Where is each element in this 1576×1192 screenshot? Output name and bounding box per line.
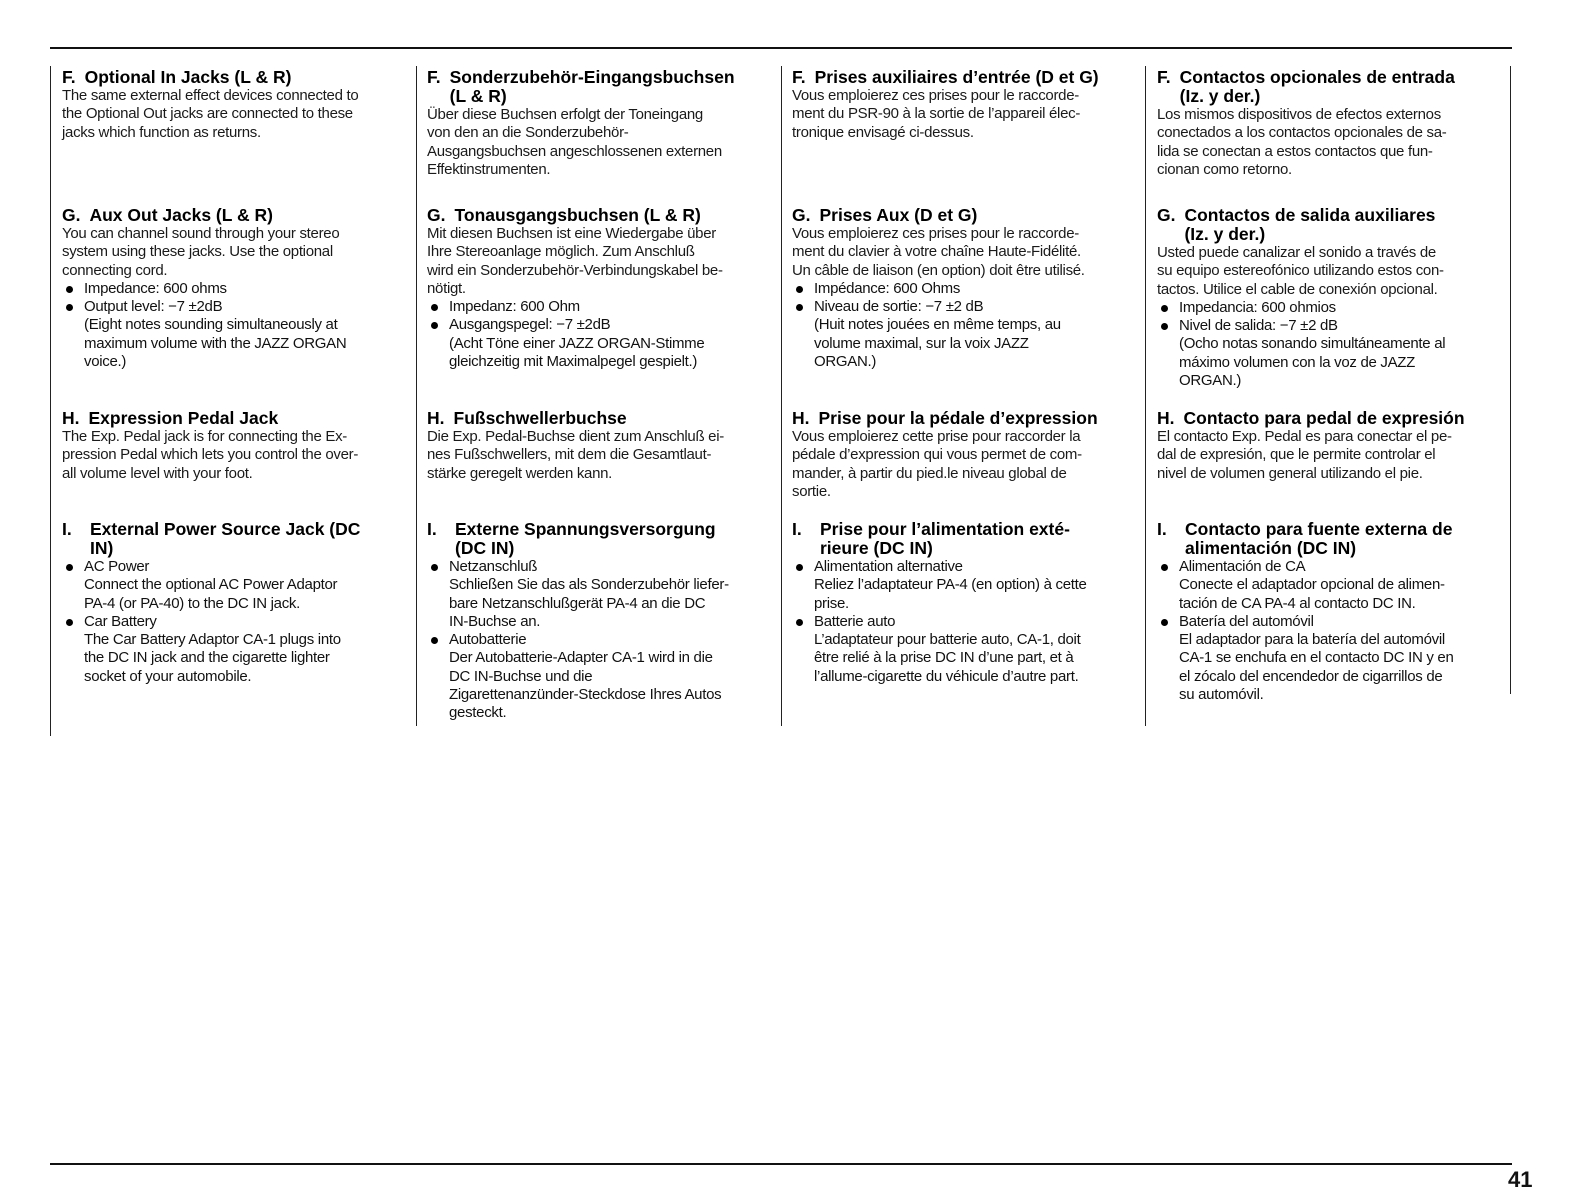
bullet-line: PA-4 (or PA-40) to the DC IN jack. xyxy=(84,594,300,612)
section-h xyxy=(792,409,1142,501)
bullet-item xyxy=(792,613,1142,686)
bullet-item xyxy=(792,298,1142,371)
section-title-line: (Iz. y der.) xyxy=(1179,86,1261,106)
bullet-line: Schließen Sie das als Sonderzubehör liefer- xyxy=(449,576,729,594)
bullet-list xyxy=(792,558,1142,686)
body-line: Un câble de liaison (en option) doit être utilisé. xyxy=(792,261,1085,279)
bullet-item xyxy=(427,316,777,371)
bullet-label: Nivel de salida: −7 ±2 dB xyxy=(1179,317,1338,335)
body-line: El contacto Exp. Pedal es para conectar el pe- xyxy=(1157,428,1452,445)
section-title-line: (L & R) xyxy=(449,86,507,106)
bullet-item xyxy=(792,280,1142,298)
bullet-item xyxy=(62,613,412,686)
section-heading xyxy=(62,68,412,87)
bullet-dot xyxy=(796,304,803,311)
section-heading xyxy=(1157,409,1507,428)
bullet-dot xyxy=(796,286,803,293)
section-f xyxy=(62,68,412,142)
bullet-dot xyxy=(66,286,73,293)
bullet-label: Impedance: 600 ohms xyxy=(84,279,227,297)
body-line: tronique envisagé ci-dessus. xyxy=(792,123,974,141)
body-line: stärke geregelt werden kann. xyxy=(427,464,613,482)
bullet-line: gesteckt. xyxy=(449,704,507,722)
section-title xyxy=(455,520,777,558)
body-line: You can channel sound through your stereo xyxy=(62,225,340,242)
section-title: Prises auxiliaires d’entrée (D et G) xyxy=(814,67,1099,87)
section-g xyxy=(427,206,777,371)
bullet-list xyxy=(62,558,412,686)
bullet-line: (Eight notes sounding simultaneously at xyxy=(84,316,338,334)
section-title: Contacto para pedal de expresión xyxy=(1183,408,1465,428)
body-line: connecting cord. xyxy=(62,261,168,279)
body-line: The same external effect devices connected to xyxy=(62,87,359,104)
bullet-label: Impédance: 600 Ohms xyxy=(814,279,961,297)
section-title: Optional In Jacks (L & R) xyxy=(84,67,292,87)
section-body xyxy=(792,225,1142,280)
bullet-label: Autobatterie xyxy=(449,631,527,649)
bottom-rule xyxy=(50,1163,1512,1165)
section-body xyxy=(427,225,777,298)
bullet-line: CA-1 se enchufa en el contacto DC IN y en xyxy=(1179,649,1454,667)
section-heading xyxy=(792,520,1142,558)
bullet-label: Netzanschluß xyxy=(449,558,538,575)
bullet-list xyxy=(792,280,1142,371)
section-body xyxy=(792,428,1142,501)
body-line: The Exp. Pedal jack is for connecting the Ex- xyxy=(62,428,347,445)
section-letter: H. xyxy=(792,408,810,428)
section-letter: H. xyxy=(427,408,445,428)
section-letter: I. xyxy=(62,519,72,539)
section-letter: F. xyxy=(1157,67,1171,87)
section-letter: F. xyxy=(62,67,76,87)
bullet-label: Alimentación de CA xyxy=(1179,558,1306,575)
body-line: all volume level with your foot. xyxy=(62,464,253,482)
section-title-line: External Power Source Jack (DC xyxy=(90,519,361,539)
bullet-line: l’allume-cigarette du véhicule d’autre part. xyxy=(814,667,1079,685)
bullet-list xyxy=(62,280,412,371)
section-title xyxy=(450,68,777,106)
bullet-line: (Ocho notas sonando simultáneamente al xyxy=(1179,335,1446,353)
bullet-line: El adaptador para la batería del automóvil xyxy=(1179,631,1445,649)
section-heading xyxy=(792,409,1142,428)
body-line: mander, à partir du pied.le niveau global de xyxy=(792,464,1067,482)
top-rule xyxy=(50,47,1512,49)
body-line: su equipo estereofónico utilizando estos con- xyxy=(1157,262,1444,280)
bullet-dot xyxy=(66,304,73,311)
section-letter: G. xyxy=(62,205,81,225)
bullet-list xyxy=(427,298,777,371)
body-line: Usted puede canalizar el sonido a través de xyxy=(1157,244,1436,261)
section-heading xyxy=(62,409,412,428)
section-g xyxy=(1157,206,1507,390)
section-title: Expression Pedal Jack xyxy=(88,408,279,428)
section-body xyxy=(427,106,777,179)
body-line: Vous emploierez ces prises pour le raccorde- xyxy=(792,225,1079,242)
bullet-label: Batería del automóvil xyxy=(1179,612,1314,630)
bullet-dot xyxy=(431,304,438,311)
section-i xyxy=(1157,520,1507,704)
body-line: Los mismos dispositivos de efectos externos xyxy=(1157,106,1441,123)
bullet-item xyxy=(1157,317,1507,390)
section-title-line: (Iz. y der.) xyxy=(1184,224,1266,244)
bullet-line: the DC IN jack and the cigarette lighter xyxy=(84,649,330,667)
bullet-label: Output level: −7 ±2dB xyxy=(84,298,223,316)
bullet-item xyxy=(1157,613,1507,704)
body-line: wird ein Sonderzubehör-Verbindungskabel be- xyxy=(427,261,723,279)
bullet-line: máximo volumen con la voz de JAZZ xyxy=(1179,353,1416,371)
section-letter: H. xyxy=(62,408,80,428)
bullet-line: socket of your automobile. xyxy=(84,667,252,685)
bullet-item xyxy=(792,558,1142,613)
section-body xyxy=(62,225,412,280)
bullet-label: AC Power xyxy=(84,558,150,575)
section-h xyxy=(1157,409,1507,483)
section-heading xyxy=(62,206,412,225)
section-letter: I. xyxy=(792,519,802,539)
body-line: nes Fußschwellers, mit dem die Gesamtlaut- xyxy=(427,446,712,464)
section-letter: I. xyxy=(427,519,437,539)
section-h xyxy=(427,409,777,483)
bullet-item xyxy=(427,298,777,316)
section-title-line: Prise pour l’alimentation exté- xyxy=(820,519,1070,539)
section-h xyxy=(62,409,412,483)
body-line: dal de expresión, que le permite controlar el xyxy=(1157,446,1436,464)
bullet-label: Niveau de sortie: −7 ±2 dB xyxy=(814,298,984,316)
bullet-line: Conecte el adaptador opcional de alimen- xyxy=(1179,576,1445,594)
bullet-item xyxy=(1157,299,1507,317)
section-body xyxy=(62,428,412,483)
section-title xyxy=(1185,520,1507,558)
section-title-line: (DC IN) xyxy=(455,538,515,558)
section-title xyxy=(820,520,1142,558)
bullet-label: Impedancia: 600 ohmios xyxy=(1179,298,1336,316)
bullet-line: tación de CA PA-4 al contacto DC IN. xyxy=(1179,594,1416,612)
bullet-dot xyxy=(431,564,438,571)
body-line: cionan como retorno. xyxy=(1157,160,1292,178)
bullet-line: DC IN-Buchse und die xyxy=(449,667,593,685)
section-f xyxy=(1157,68,1507,179)
bullet-line: Der Autobatterie-Adapter CA-1 wird in die xyxy=(449,649,713,667)
bullet-line: L’adaptateur pour batterie auto, CA-1, doit xyxy=(814,631,1081,649)
body-line: jacks which function as returns. xyxy=(62,123,261,141)
bullet-label: Impedanz: 600 Ohm xyxy=(449,298,580,316)
body-line: Vous emploierez ces prises pour le raccorde- xyxy=(792,87,1079,104)
section-i xyxy=(792,520,1142,686)
body-line: Die Exp. Pedal-Buchse dient zum Anschluß ei- xyxy=(427,428,724,445)
section-letter: H. xyxy=(1157,408,1175,428)
body-line: ment du PSR-90 à la sortie de l’appareil élec- xyxy=(792,105,1081,123)
bullet-line: être relié à la prise DC IN d’une part, et à xyxy=(814,649,1074,667)
body-line: Effektinstrumenten. xyxy=(427,160,551,178)
bullet-line: Zigarettenanzünder-Steckdose Ihres Autos xyxy=(449,686,722,704)
section-f xyxy=(792,68,1142,142)
body-line: Vous emploierez cette prise pour raccorder la xyxy=(792,428,1081,445)
section-body xyxy=(62,87,412,142)
section-body xyxy=(1157,244,1507,299)
body-line: Mit diesen Buchsen ist eine Wiedergabe über xyxy=(427,225,716,242)
bullet-line: bare Netzanschlußgerät PA-4 an die DC xyxy=(449,594,706,612)
section-letter: F. xyxy=(792,67,806,87)
section-heading xyxy=(1157,206,1507,244)
body-line: Über diese Buchsen erfolgt der Toneingang xyxy=(427,106,703,123)
section-title: Fußschwellerbuchse xyxy=(453,408,627,428)
page-number: 41 xyxy=(1508,1167,1533,1192)
body-line: von den an die Sonderzubehör- xyxy=(427,124,629,142)
section-title: Prises Aux (D et G) xyxy=(819,205,978,225)
column-divider xyxy=(781,66,782,726)
body-line: sortie. xyxy=(792,482,831,500)
bullet-line: Reliez l’adaptateur PA-4 (en option) à cette xyxy=(814,576,1087,594)
bullet-line: volume maximal, sur la voix JAZZ xyxy=(814,334,1029,352)
bullet-label: Ausgangspegel: −7 ±2dB xyxy=(449,316,611,334)
bullet-label: Alimentation alternative xyxy=(814,558,963,575)
section-title-line: Contactos opcionales de entrada xyxy=(1179,67,1455,87)
section-title xyxy=(1184,206,1507,244)
bullet-dot xyxy=(1161,323,1168,330)
section-title: Tonausgangsbuchsen (L & R) xyxy=(454,205,701,225)
body-line: Ihre Stereoanlage möglich. Zum Anschluß xyxy=(427,243,695,261)
section-heading xyxy=(427,520,777,558)
bullet-item xyxy=(62,298,412,371)
bullet-line: su automóvil. xyxy=(1179,686,1264,704)
body-line: tactos. Utilice el cable de conexión opcional. xyxy=(1157,280,1438,298)
section-i xyxy=(62,520,412,686)
section-letter: F. xyxy=(427,67,441,87)
bullet-label: Car Battery xyxy=(84,612,157,630)
bullet-line: (Acht Töne einer JAZZ ORGAN-Stimme xyxy=(449,334,705,352)
section-title xyxy=(90,520,412,558)
bullet-list xyxy=(427,558,777,723)
section-heading xyxy=(1157,520,1507,558)
column-divider xyxy=(1510,66,1511,694)
section-letter: G. xyxy=(792,205,811,225)
bullet-line: maximum volume with the JAZZ ORGAN xyxy=(84,334,347,352)
bullet-item xyxy=(62,558,412,613)
column-divider xyxy=(50,66,51,736)
bullet-dot xyxy=(1161,305,1168,312)
body-line: ment du clavier à votre chaîne Haute-Fidélité. xyxy=(792,243,1081,261)
section-letter: I. xyxy=(1157,519,1167,539)
bullet-dot xyxy=(1161,564,1168,571)
body-line: nötigt. xyxy=(427,279,466,297)
bullet-item xyxy=(62,280,412,298)
section-i xyxy=(427,520,777,723)
bullet-line: ORGAN.) xyxy=(814,353,877,371)
bullet-dot xyxy=(431,322,438,329)
section-title-line: Contacto para fuente externa de xyxy=(1185,519,1453,539)
bullet-line: Connect the optional AC Power Adaptor xyxy=(84,576,338,594)
bullet-dot xyxy=(431,637,438,644)
body-line: system using these jacks. Use the optional xyxy=(62,243,333,261)
section-title-line: Externe Spannungsversorgung xyxy=(455,519,716,539)
bullet-line: el zócalo del encendedor de cigarrillos de xyxy=(1179,667,1443,685)
section-title xyxy=(1180,68,1507,106)
section-body xyxy=(1157,106,1507,179)
section-f xyxy=(427,68,777,179)
bullet-dot xyxy=(796,564,803,571)
section-heading xyxy=(792,206,1142,225)
body-line: Ausgangsbuchsen angeschlossenen externen xyxy=(427,142,722,160)
body-line: nivel de volumen general utilizando el pie. xyxy=(1157,464,1423,482)
bullet-line: (Huit notes jouées en même temps, au xyxy=(814,316,1061,334)
bullet-line: ORGAN.) xyxy=(1179,372,1242,390)
body-line: conectados a los contactos opcionales de sa- xyxy=(1157,124,1447,142)
section-title: Prise pour la pédale d’expression xyxy=(818,408,1098,428)
body-line: pédale d’expression qui vous permet de com- xyxy=(792,446,1082,464)
bullet-item xyxy=(427,558,777,631)
section-heading xyxy=(427,68,777,106)
bullet-label: Batterie auto xyxy=(814,612,896,630)
column-divider xyxy=(416,66,417,726)
bullet-dot xyxy=(796,619,803,626)
section-title-line: IN) xyxy=(90,538,114,558)
section-g xyxy=(62,206,412,371)
section-body xyxy=(427,428,777,483)
bullet-line: gleichzeitig mit Maximalpegel gespielt.) xyxy=(449,353,698,371)
section-heading xyxy=(62,520,412,558)
bullet-list xyxy=(1157,299,1507,390)
section-title: Aux Out Jacks (L & R) xyxy=(89,205,273,225)
section-heading xyxy=(427,206,777,225)
section-body xyxy=(1157,428,1507,483)
section-body xyxy=(792,87,1142,142)
section-letter: G. xyxy=(1157,205,1176,225)
column-divider xyxy=(1145,66,1146,726)
section-g xyxy=(792,206,1142,371)
bullet-list xyxy=(1157,558,1507,704)
bullet-line: voice.) xyxy=(84,353,127,371)
section-title-line: Contactos de salida auxiliares xyxy=(1184,205,1436,225)
bullet-dot xyxy=(66,619,73,626)
section-title-line: Sonderzubehör-Eingangsbuchsen xyxy=(449,67,735,87)
section-title-line: alimentación (DC IN) xyxy=(1185,538,1357,558)
bullet-line: prise. xyxy=(814,594,849,612)
section-letter: G. xyxy=(427,205,446,225)
section-heading xyxy=(1157,68,1507,106)
bullet-dot xyxy=(66,564,73,571)
bullet-item xyxy=(427,631,777,722)
section-title-line: rieure (DC IN) xyxy=(820,538,933,558)
section-heading xyxy=(427,409,777,428)
body-line: pression Pedal which lets you control the over- xyxy=(62,446,359,464)
body-line: the Optional Out jacks are connected to these xyxy=(62,105,353,123)
bullet-dot xyxy=(1161,619,1168,626)
section-heading xyxy=(792,68,1142,87)
bullet-item xyxy=(1157,558,1507,613)
body-line: lida se conectan a estos contactos que fun- xyxy=(1157,142,1433,160)
bullet-line: IN-Buchse an. xyxy=(449,612,541,630)
bullet-line: The Car Battery Adaptor CA-1 plugs into xyxy=(84,631,341,649)
